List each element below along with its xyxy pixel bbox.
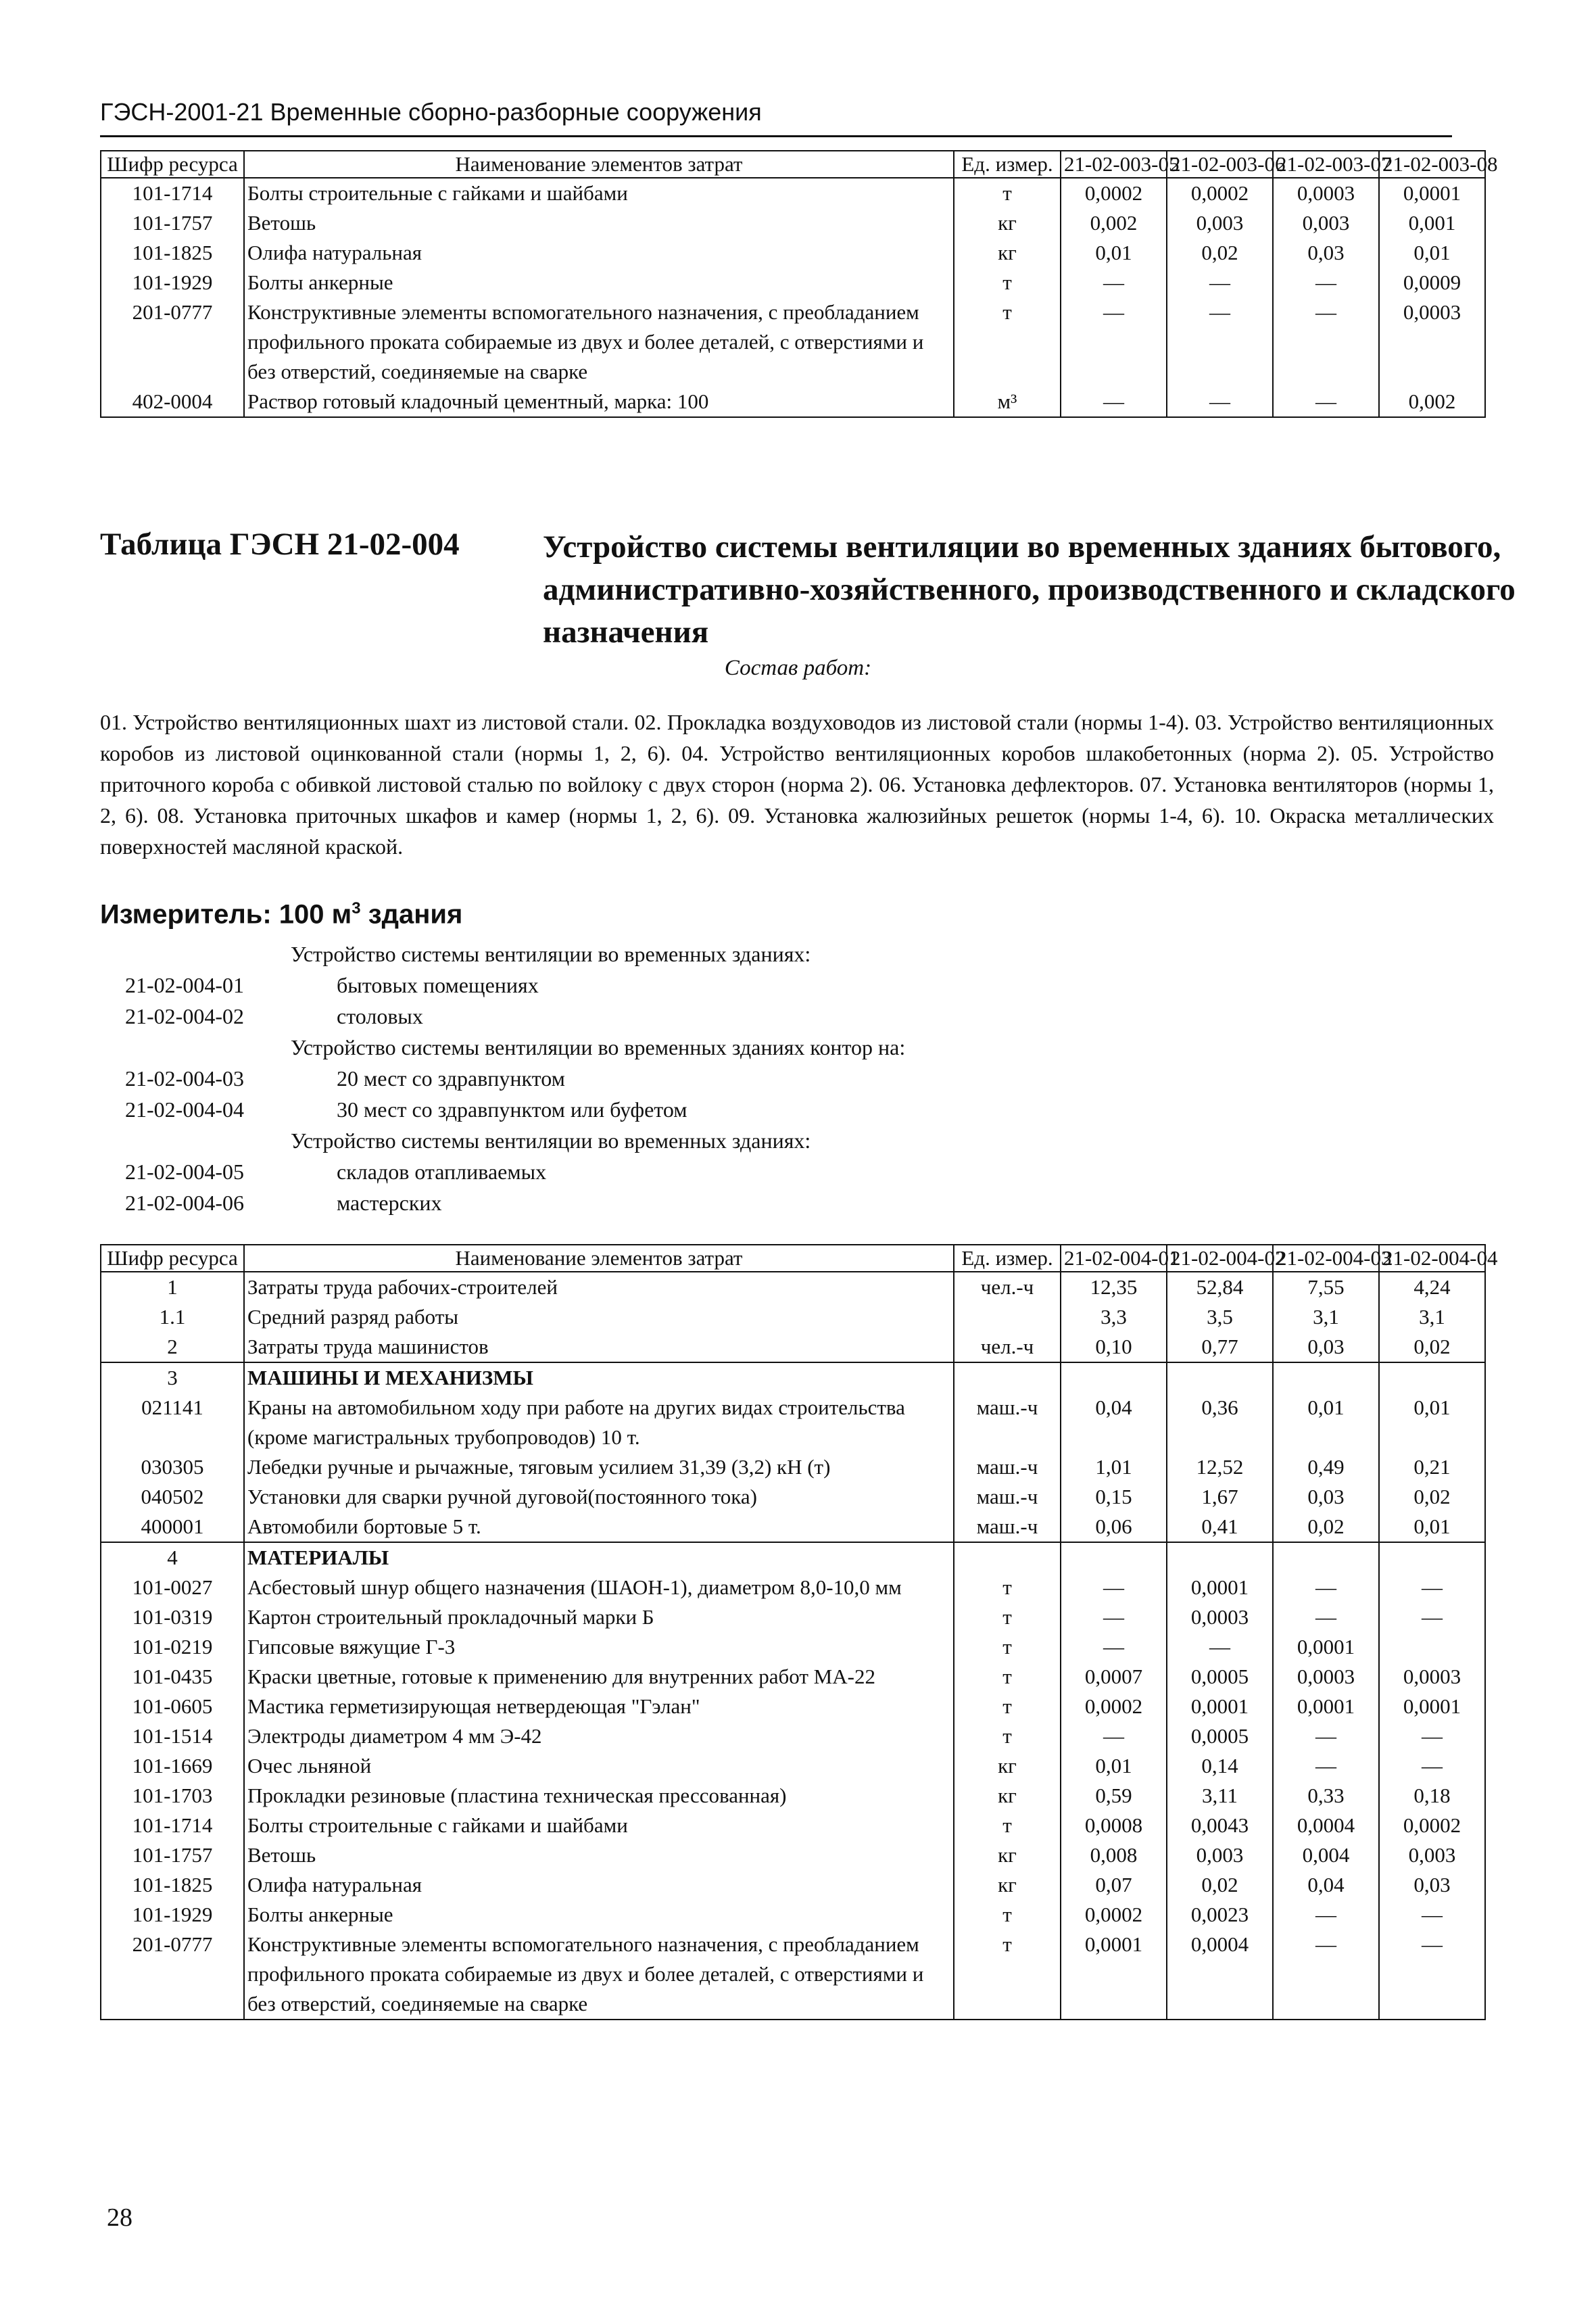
header-norm-code: 21-02-004-01 <box>1061 1245 1167 1272</box>
table-row <box>101 1512 1485 1542</box>
unit-cell: т <box>954 1811 1061 1840</box>
value-cell: 0,0001 <box>1167 1692 1273 1721</box>
resource-name: Гипсовые вяжущие Г-3 <box>244 1632 954 1662</box>
unit-cell <box>954 1362 1061 1393</box>
value-cell: 0,01 <box>1379 1512 1485 1542</box>
value-cell: 12,35 <box>1061 1272 1167 1302</box>
resource-code: 101-1929 <box>101 268 244 297</box>
value-cell: — <box>1379 1900 1485 1930</box>
norm-group-heading <box>100 1032 1317 1063</box>
value-cell: — <box>1061 1721 1167 1751</box>
norm-item <box>100 1094 1317 1125</box>
unit-cell: кг <box>954 1840 1061 1870</box>
norm-text: Устройство системы вентиляции во временных зданиях контор на: <box>291 1035 906 1059</box>
header-norm-code: 21-02-003-08 <box>1379 151 1485 178</box>
value-cell: — <box>1061 268 1167 297</box>
resource-name: Конструктивные элементы вспомогательного назначения, с преобладанием профильного проката собираемые из двух и более деталей, с отверстиями и без отверстий, соединяемые на сварке <box>244 1930 954 2020</box>
value-cell: — <box>1379 1751 1485 1781</box>
resource-name: Очес льняной <box>244 1751 954 1781</box>
unit-cell: кг <box>954 238 1061 268</box>
resource-name: Краны на автомобильном ходу при работе на других видах строительства (кроме магистральных трубопроводов) 10 т. <box>244 1393 954 1452</box>
page-number: 28 <box>107 2203 132 2232</box>
value-cell: 12,52 <box>1167 1452 1273 1482</box>
unit-cell <box>954 1302 1061 1332</box>
resource-code: 030305 <box>101 1452 244 1482</box>
norm-group-heading <box>100 1125 1317 1156</box>
value-cell: 3,1 <box>1379 1302 1485 1332</box>
header-norm-code: 21-02-003-07 <box>1273 151 1379 178</box>
norm-text: Устройство системы вентиляции во временных зданиях: <box>291 942 811 966</box>
section-row <box>101 1542 1485 1573</box>
value-cell: 0,0002 <box>1061 178 1167 208</box>
value-cell: 0,10 <box>1061 1332 1167 1362</box>
table-row <box>101 1930 1485 2020</box>
norm-code: 21-02-004-05 <box>125 1160 244 1184</box>
table-row <box>101 1870 1485 1900</box>
unit-cell: т <box>954 1900 1061 1930</box>
value-cell: 0,0003 <box>1273 178 1379 208</box>
works-composition: 01. Устройство вентиляционных шахт из листовой стали. 02. Прокладка воздуховодов из листовой стали (нормы 1-4). 03. Устройство вентиляционных коробов из листовой оцинкованной стали (нормы 1, 2, 6). 04. Устройство вентиляционных коробов шлакобетонных (норма 2). 05. Устройство приточного короба с обивкой листовой сталью по войлоку с двух сторон (норма 2). 06. Установка дефлекторов. 07. Установка вентиляторов (нормы 1, 2, 6). 08. Установка приточных шкафов и камер (нормы 1, 2, 6). 09. Установка жалюзийных решеток (нормы 1-4, 6). 10. Окраска металлических поверхностей масляной краской. <box>100 710 1494 859</box>
resource-code: 101-0027 <box>101 1573 244 1602</box>
table-row <box>101 1811 1485 1840</box>
value-cell: 0,003 <box>1167 1840 1273 1870</box>
resource-name: МАТЕРИАЛЫ <box>244 1542 954 1573</box>
value-cell: 0,003 <box>1273 208 1379 238</box>
value-cell <box>1273 1542 1379 1573</box>
header-code: Шифр ресурса <box>101 1245 244 1272</box>
value-cell: — <box>1061 387 1167 417</box>
resource-name: Болты строительные с гайками и шайбами <box>244 1811 954 1840</box>
value-cell: — <box>1167 268 1273 297</box>
composition-label: Состав работ: <box>724 656 872 680</box>
value-cell: 0,18 <box>1379 1781 1485 1811</box>
table-row <box>101 1900 1485 1930</box>
value-cell: 0,0002 <box>1167 178 1273 208</box>
value-cell: 0,0002 <box>1061 1900 1167 1930</box>
unit-cell: кг <box>954 1781 1061 1811</box>
value-cell: 0,01 <box>1061 1751 1167 1781</box>
section-row <box>101 1362 1485 1393</box>
value-cell: 0,01 <box>1273 1393 1379 1452</box>
header-norm-code: 21-02-003-06 <box>1167 151 1273 178</box>
unit-cell: чел.-ч <box>954 1272 1061 1302</box>
value-cell: — <box>1273 268 1379 297</box>
value-cell: 0,003 <box>1167 208 1273 238</box>
resource-table-top <box>100 150 1498 418</box>
value-cell: 0,03 <box>1379 1870 1485 1900</box>
value-cell: 0,0004 <box>1167 1930 1273 2020</box>
resource-name: Болты строительные с гайками и шайбами <box>244 178 954 208</box>
value-cell: 0,49 <box>1273 1452 1379 1482</box>
resource-code: 201-0777 <box>101 297 244 387</box>
unit-cell: т <box>954 1662 1061 1692</box>
value-cell: 0,002 <box>1379 387 1485 417</box>
resource-code: 101-0319 <box>101 1602 244 1632</box>
norm-code: 21-02-004-03 <box>125 1066 244 1091</box>
resource-name: МАШИНЫ И МЕХАНИЗМЫ <box>244 1362 954 1393</box>
value-cell: 0,0023 <box>1167 1900 1273 1930</box>
table-title: Устройство системы вентиляции во временных зданиях бытового, административно-хозяйственного, производственного и складского назначения <box>543 529 1516 650</box>
resource-code: 2 <box>101 1332 244 1362</box>
table-row <box>101 1662 1485 1692</box>
value-cell: 0,0007 <box>1061 1662 1167 1692</box>
value-cell: 0,02 <box>1167 238 1273 268</box>
value-cell: 0,0001 <box>1061 1930 1167 2020</box>
header-norm-code: 21-02-004-02 <box>1167 1245 1273 1272</box>
norm-code: 21-02-004-02 <box>125 1004 244 1028</box>
resource-code: 402-0004 <box>101 387 244 417</box>
value-cell <box>1379 1632 1485 1662</box>
value-cell: — <box>1167 297 1273 387</box>
value-cell: 0,04 <box>1061 1393 1167 1452</box>
unit-cell: т <box>954 178 1061 208</box>
value-cell: 3,11 <box>1167 1781 1273 1811</box>
value-cell: 0,07 <box>1061 1870 1167 1900</box>
value-cell: 0,0002 <box>1379 1811 1485 1840</box>
value-cell: — <box>1379 1721 1485 1751</box>
header-norm-code: 21-02-003-05 <box>1061 151 1167 178</box>
norm-group-heading <box>100 938 1317 970</box>
resource-name: Лебедки ручные и рычажные, тяговым усилием 31,39 (3,2) кН (т) <box>244 1452 954 1482</box>
value-cell: 0,0003 <box>1379 297 1485 387</box>
value-cell: 0,01 <box>1061 238 1167 268</box>
value-cell: 0,003 <box>1379 1840 1485 1870</box>
resource-name: Ветошь <box>244 1840 954 1870</box>
resource-code: 101-1757 <box>101 208 244 238</box>
norm-code: 21-02-004-01 <box>125 973 244 997</box>
value-cell: 0,0009 <box>1379 268 1485 297</box>
value-cell: 0,0008 <box>1061 1811 1167 1840</box>
norm-item <box>100 1156 1317 1187</box>
value-cell: 0,0003 <box>1379 1662 1485 1692</box>
value-cell: — <box>1061 1573 1167 1602</box>
value-cell: 0,41 <box>1167 1512 1273 1542</box>
table-row <box>101 297 1485 387</box>
resource-name: Установки для сварки ручной дуговой(постоянного тока) <box>244 1482 954 1512</box>
value-cell: 0,02 <box>1273 1512 1379 1542</box>
value-cell: 7,55 <box>1273 1272 1379 1302</box>
value-cell: 0,03 <box>1273 238 1379 268</box>
resource-name: Средний разряд работы <box>244 1302 954 1332</box>
resource-code: 3 <box>101 1362 244 1393</box>
value-cell: 0,03 <box>1273 1332 1379 1362</box>
resource-code: 1 <box>101 1272 244 1302</box>
unit-cell: маш.-ч <box>954 1393 1061 1452</box>
resource-name: Асбестовый шнур общего назначения (ШАОН-1), диаметром 8,0-10,0 мм <box>244 1573 954 1602</box>
resource-name: Конструктивные элементы вспомогательного назначения, с преобладанием профильного проката собираемые из двух и более деталей, с отверстиями и без отверстий, соединяемые на сварке <box>244 297 954 387</box>
meter-exponent: 3 <box>352 899 361 917</box>
header-unit: Ед. измер. <box>954 151 1061 178</box>
header-norm-code: 21-02-004-04 <box>1379 1245 1485 1272</box>
value-cell: 0,01 <box>1379 238 1485 268</box>
resource-name: Болты анкерные <box>244 1900 954 1930</box>
unit-cell: т <box>954 1930 1061 2020</box>
resource-name: Болты анкерные <box>244 268 954 297</box>
value-cell: 0,06 <box>1061 1512 1167 1542</box>
resource-name: Олифа натуральная <box>244 1870 954 1900</box>
resource-code: 101-1714 <box>101 1811 244 1840</box>
value-cell: 0,21 <box>1379 1452 1485 1482</box>
unit-cell: чел.-ч <box>954 1332 1061 1362</box>
table-id: Таблица ГЭСН 21-02-004 <box>100 527 460 562</box>
value-cell: 0,02 <box>1379 1482 1485 1512</box>
value-cell: 0,04 <box>1273 1870 1379 1900</box>
resource-name: Затраты труда рабочих-строителей <box>244 1272 954 1302</box>
resource-code: 101-1514 <box>101 1721 244 1751</box>
unit-cell: т <box>954 1632 1061 1662</box>
unit-cell: т <box>954 1602 1061 1632</box>
value-cell: 4,24 <box>1379 1272 1485 1302</box>
table-row <box>101 1602 1485 1632</box>
table-header-row <box>101 151 1485 178</box>
norm-text: мастерских <box>337 1191 442 1215</box>
resource-name: Мастика герметизирующая нетвердеющая "Гэлан" <box>244 1692 954 1721</box>
value-cell: 0,0001 <box>1379 1692 1485 1721</box>
value-cell: 0,0001 <box>1273 1692 1379 1721</box>
unit-cell: кг <box>954 1870 1061 1900</box>
unit-cell: маш.-ч <box>954 1512 1061 1542</box>
resource-code: 101-1825 <box>101 238 244 268</box>
norm-text: 20 мест со здравпунктом <box>337 1066 565 1091</box>
value-cell: 0,77 <box>1167 1332 1273 1362</box>
norm-item <box>100 970 1317 1001</box>
value-cell: — <box>1273 387 1379 417</box>
table-row <box>101 1840 1485 1870</box>
table-row <box>101 1332 1485 1362</box>
value-cell: 0,001 <box>1379 208 1485 238</box>
value-cell <box>1379 1542 1485 1573</box>
value-cell: — <box>1061 1602 1167 1632</box>
value-cell <box>1167 1542 1273 1573</box>
norm-item <box>100 1187 1317 1218</box>
value-cell: — <box>1379 1573 1485 1602</box>
table-row <box>101 387 1485 417</box>
resource-code: 400001 <box>101 1512 244 1542</box>
value-cell: 0,14 <box>1167 1751 1273 1781</box>
resource-name: Прокладки резиновые (пластина техническая прессованная) <box>244 1781 954 1811</box>
value-cell <box>1379 1362 1485 1393</box>
table-row <box>101 1751 1485 1781</box>
value-cell: — <box>1273 1602 1379 1632</box>
value-cell <box>1061 1542 1167 1573</box>
table-row <box>101 1482 1485 1512</box>
value-cell: 0,0005 <box>1167 1662 1273 1692</box>
value-cell <box>1061 1362 1167 1393</box>
table-header-row <box>101 1245 1485 1272</box>
resource-code: 101-1825 <box>101 1870 244 1900</box>
value-cell: 0,004 <box>1273 1840 1379 1870</box>
value-cell: — <box>1273 1721 1379 1751</box>
norm-list <box>100 938 1317 1218</box>
norm-item <box>100 1063 1317 1094</box>
value-cell <box>1167 1362 1273 1393</box>
value-cell: 0,59 <box>1061 1781 1167 1811</box>
value-cell: 3,3 <box>1061 1302 1167 1332</box>
value-cell: — <box>1061 297 1167 387</box>
value-cell: 0,33 <box>1273 1781 1379 1811</box>
norm-code: 21-02-004-04 <box>125 1097 244 1122</box>
table-row <box>101 1692 1485 1721</box>
running-header: ГЭСН-2001-21 Временные сборно-разборные сооружения <box>100 93 1452 137</box>
value-cell: — <box>1061 1632 1167 1662</box>
table-row <box>101 178 1485 208</box>
resource-name: Картон строительный прокладочный марки Б <box>244 1602 954 1632</box>
resource-code: 101-0605 <box>101 1692 244 1721</box>
unit-cell: маш.-ч <box>954 1452 1061 1482</box>
value-cell: — <box>1273 1573 1379 1602</box>
value-cell: — <box>1379 1602 1485 1632</box>
resource-code: 4 <box>101 1542 244 1573</box>
header-unit: Ед. измер. <box>954 1245 1061 1272</box>
value-cell: 3,5 <box>1167 1302 1273 1332</box>
value-cell: 0,0001 <box>1167 1573 1273 1602</box>
norm-text: 30 мест со здравпунктом или буфетом <box>337 1097 687 1122</box>
value-cell: — <box>1167 387 1273 417</box>
resource-code: 101-1714 <box>101 178 244 208</box>
value-cell: 1,67 <box>1167 1482 1273 1512</box>
table-row <box>101 1393 1485 1452</box>
norm-item <box>100 1001 1317 1032</box>
value-cell: 0,15 <box>1061 1482 1167 1512</box>
norm-code: 21-02-004-06 <box>125 1191 244 1215</box>
resource-code: 101-0219 <box>101 1632 244 1662</box>
value-cell: 0,0004 <box>1273 1811 1379 1840</box>
value-cell: 0,02 <box>1379 1332 1485 1362</box>
resource-name: Автомобили бортовые 5 т. <box>244 1512 954 1542</box>
value-cell <box>1273 1362 1379 1393</box>
resource-name: Ветошь <box>244 208 954 238</box>
resource-code: 101-1703 <box>101 1781 244 1811</box>
value-cell: — <box>1273 1900 1379 1930</box>
resource-table-main <box>100 1244 1498 2020</box>
value-cell: 52,84 <box>1167 1272 1273 1302</box>
table-row <box>101 1452 1485 1482</box>
resource-code: 021141 <box>101 1393 244 1452</box>
unit-cell: т <box>954 1573 1061 1602</box>
resource-code: 101-1669 <box>101 1751 244 1781</box>
unit-cell: маш.-ч <box>954 1482 1061 1512</box>
norm-text: столовых <box>337 1004 423 1028</box>
value-cell: 0,36 <box>1167 1393 1273 1452</box>
table-row <box>101 268 1485 297</box>
value-cell: — <box>1273 1930 1379 2020</box>
table-row <box>101 208 1485 238</box>
header-norm-code: 21-02-004-03 <box>1273 1245 1379 1272</box>
resource-code: 101-0435 <box>101 1662 244 1692</box>
value-cell: — <box>1167 1632 1273 1662</box>
value-cell: 0,008 <box>1061 1840 1167 1870</box>
resource-name: Краски цветные, готовые к применению для внутренних работ МА-22 <box>244 1662 954 1692</box>
resource-name: Затраты труда машинистов <box>244 1332 954 1362</box>
value-cell: 0,0043 <box>1167 1811 1273 1840</box>
value-cell: — <box>1273 297 1379 387</box>
meter-label: Измеритель: 100 м <box>100 899 352 930</box>
unit-cell: кг <box>954 208 1061 238</box>
table-row <box>101 1272 1485 1302</box>
value-cell: — <box>1379 1930 1485 2020</box>
table-row <box>101 1573 1485 1602</box>
header-name: Наименование элементов затрат <box>244 1245 954 1272</box>
value-cell: 0,0002 <box>1061 1692 1167 1721</box>
meter-line <box>100 899 462 930</box>
header-code: Шифр ресурса <box>101 151 244 178</box>
table-row <box>101 1302 1485 1332</box>
value-cell: 3,1 <box>1273 1302 1379 1332</box>
value-cell: 1,01 <box>1061 1452 1167 1482</box>
value-cell: 0,01 <box>1379 1393 1485 1452</box>
header-name: Наименование элементов затрат <box>244 151 954 178</box>
resource-name: Электроды диаметром 4 мм Э-42 <box>244 1721 954 1751</box>
resource-code: 101-1757 <box>101 1840 244 1870</box>
resource-code: 1.1 <box>101 1302 244 1332</box>
value-cell: 0,0003 <box>1273 1662 1379 1692</box>
table-row <box>101 238 1485 268</box>
resource-name: Олифа натуральная <box>244 238 954 268</box>
norm-text: Устройство системы вентиляции во временных зданиях: <box>291 1128 811 1153</box>
value-cell: 0,0001 <box>1273 1632 1379 1662</box>
value-cell: 0,0005 <box>1167 1721 1273 1751</box>
unit-cell: т <box>954 268 1061 297</box>
unit-cell: т <box>954 297 1061 387</box>
resource-code: 040502 <box>101 1482 244 1512</box>
value-cell: — <box>1273 1751 1379 1781</box>
value-cell: 0,0003 <box>1167 1602 1273 1632</box>
table-row <box>101 1781 1485 1811</box>
meter-suffix: здания <box>360 899 463 930</box>
value-cell: 0,02 <box>1167 1870 1273 1900</box>
value-cell: 0,03 <box>1273 1482 1379 1512</box>
resource-code: 101-1929 <box>101 1900 244 1930</box>
value-cell: 0,0001 <box>1379 178 1485 208</box>
unit-cell: м³ <box>954 387 1061 417</box>
unit-cell: т <box>954 1721 1061 1751</box>
value-cell: 0,002 <box>1061 208 1167 238</box>
norm-text: складов отапливаемых <box>337 1160 547 1184</box>
unit-cell: т <box>954 1692 1061 1721</box>
norm-text: бытовых помещениях <box>337 973 539 997</box>
resource-name: Раствор готовый кладочный цементный, марка: 100 <box>244 387 954 417</box>
unit-cell <box>954 1542 1061 1573</box>
unit-cell: кг <box>954 1751 1061 1781</box>
resource-code: 201-0777 <box>101 1930 244 2020</box>
table-row <box>101 1632 1485 1662</box>
table-row <box>101 1721 1485 1751</box>
